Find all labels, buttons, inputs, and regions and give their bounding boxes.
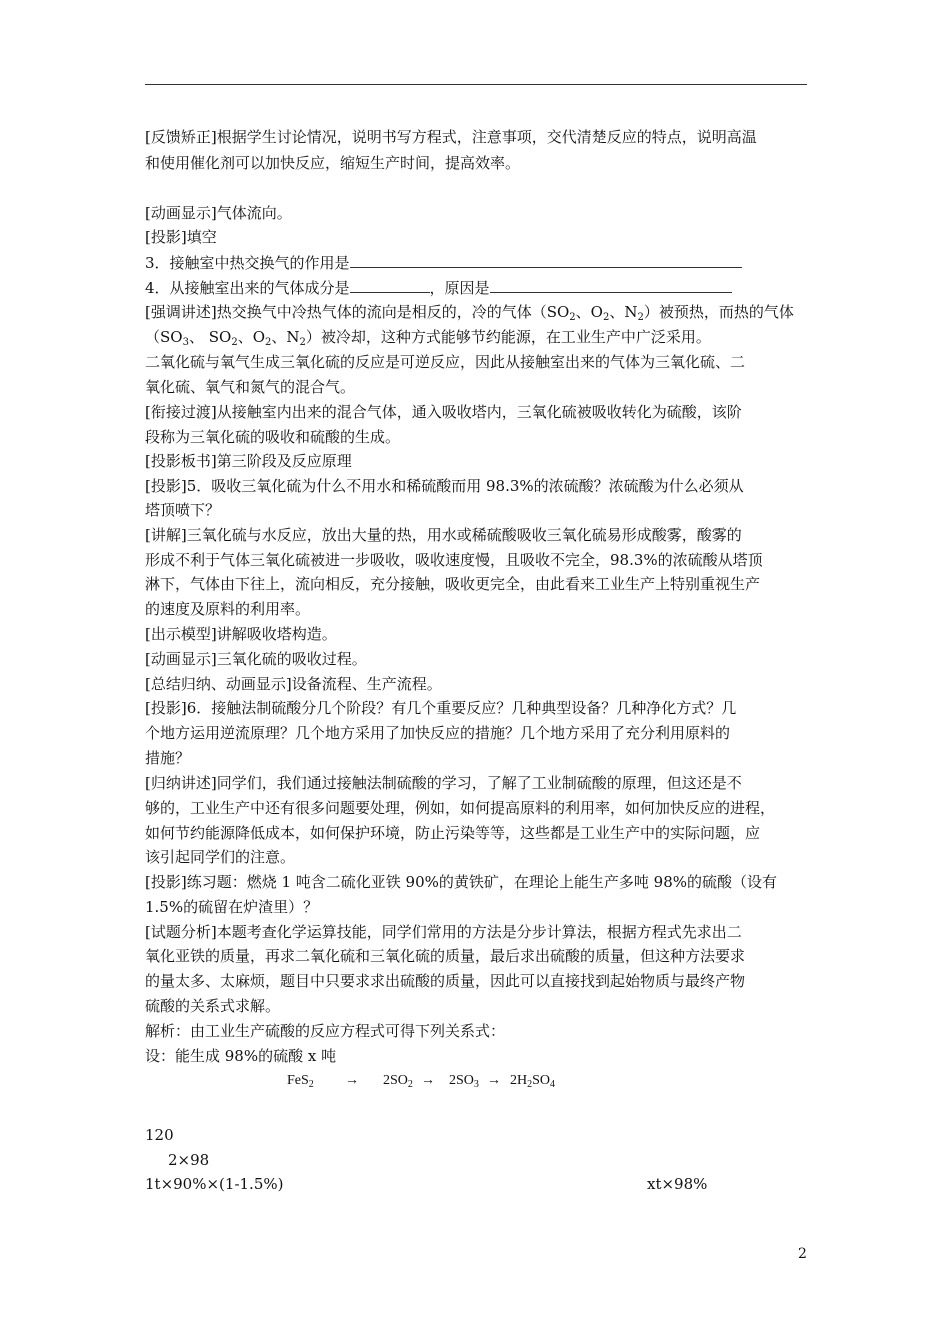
text-line: [动画显示]气体流向。 (145, 204, 292, 222)
text-line: [动画显示]三氧化硫的吸收过程。 (145, 650, 367, 668)
text-line: 二氧化硫与氧气生成三氧化硫的反应是可逆反应，因此从接触室出来的气体为三氧化硫、二 (145, 353, 746, 371)
text-line: [归纳讲述]同学们，我们通过接触法制硫酸的学习，了解了工业制硫酸的原理，但这还是不 (145, 774, 742, 792)
eq-arrow: → (345, 1073, 359, 1088)
text-line: 形成不利于气体三氧化硫被进一步吸收，吸收速度慢，且吸收不完全，98.3%的浓硫酸从塔顶 (145, 551, 763, 569)
text-line: [投影]6．接触法制硫酸分几个阶段？有几个重要反应？几种典型设备？几种净化方式？几 (145, 699, 737, 717)
text-line: 1.5%的硫留在炉渣里）？ (145, 898, 319, 916)
text-line: 氧化硫、氧气和氮气的混合气。 (145, 378, 356, 396)
eq-2so3: $2SO_3$ (449, 1073, 479, 1090)
text-line: [投影]填空 (145, 228, 217, 246)
text-line: [出示模型]讲解吸收塔构造。 (145, 625, 337, 643)
text-line: 硫酸的关系式求解。 (145, 997, 281, 1015)
fill-in-line (145, 278, 732, 298)
text-line: 够的，工业生产中还有很多问题要处理，例如，如何提高原料的利用率，如何加快反应的进程， (145, 799, 776, 817)
text-line: [投影]5．吸收三氧化硫为什么不用水和稀硫酸而用 98.3%的浓硫酸？浓硫酸为什么必须从 (145, 477, 744, 495)
text-span: [强调讲述]热交换气中冷热气体的流向是相反的，冷的气体（ (145, 303, 547, 321)
text-line: 塔顶喷下？ (145, 501, 221, 519)
eq-2so2: $2SO_2$ (383, 1073, 413, 1090)
text-line: 设：能生成 98%的硫酸 x 吨 (145, 1047, 337, 1065)
eq-arrow: → (487, 1073, 501, 1088)
text-span: ）被预热，而热的气体 (643, 303, 794, 321)
header-rule (145, 84, 807, 85)
eq-fes2: FeS$_2$ (287, 1073, 314, 1090)
text-line: [反馈矫正]根据学生讨论情况，说明书写方程式，注意事项，交代清楚反应的特点，说明高温 (145, 128, 757, 146)
text-line: 氧化亚铁的质量，再求二氧化硫和三氧化硫的质量，最后求出硫酸的质量，但这种方法要求 (145, 947, 746, 965)
answer-blank[interactable] (350, 278, 430, 293)
fill-in-line (145, 253, 742, 273)
text-line: 1t×90%×(1-1.5%) (145, 1175, 284, 1193)
text-line: 的量太多、太麻烦，题目中只要求求出硫酸的质量，因此可以直接找到起始物质与最终产物 (145, 972, 746, 990)
question-4-text: 4．从接触室出来的气体成分是 (145, 279, 350, 297)
text-line: 的速度及原料的利用率。 (145, 600, 311, 618)
text-line: [衔接过渡]从接触室内出来的混合气体，通入吸收塔内，三氧化硫被吸收转化为硫酸，该阶 (145, 403, 742, 421)
text-line: 淋下，气体由下往上，流向相反，充分接触，吸收更完全，由此看来工业生产上特别重视生产 (145, 575, 761, 593)
text-line: 解析：由工业生产硫酸的反应方程式可得下列关系式： (145, 1022, 506, 1040)
text-line (145, 302, 794, 322)
page-number: 2 (798, 1246, 807, 1262)
text-line: 个地方运用逆流原理？几个地方采用了加快反应的措施？几个地方采用了充分利用原料的 (145, 724, 731, 742)
formula-gas2: $SO_3$、 $SO_2$、$O_2$、$N_2$ (160, 328, 306, 348)
eq-2h2so4: $2H_2SO_4$ (510, 1073, 556, 1090)
text-span: （ (145, 328, 161, 346)
text-line: [投影板书]第三阶段及反应原理 (145, 452, 352, 470)
text-line: 该引起同学们的注意。 (145, 848, 296, 866)
text-line (145, 327, 711, 347)
question-4-reason: ，原因是 (429, 279, 490, 297)
text-line: 段称为三氧化硫的吸收和硫酸的生成。 (145, 428, 401, 446)
text-line: [投影]练习题：燃烧 1 吨含二硫化亚铁 90%的黄铁矿，在理论上能生产多吨 98%的硫酸（设有 (145, 873, 778, 891)
text-line: [总结归纳、动画显示]设备流程、生产流程。 (145, 675, 442, 693)
answer-blank[interactable] (490, 278, 732, 293)
question-3-text: 3．接触室中热交换气的作用是 (145, 254, 350, 272)
text-line: 和使用催化剂可以加快反应，缩短生产时间，提高效率。 (145, 154, 521, 172)
text-line: [试题分析]本题考查化学运算技能，同学们常用的方法是分步计算法，根据方程式先求出二 (145, 923, 742, 941)
formula-gas1: $SO_2$、$O_2$、$N_2$ (546, 303, 644, 323)
text-line: 120 (145, 1126, 174, 1144)
text-line: 2×98 (168, 1151, 210, 1169)
text-line: 如何节约能源降低成本，如何保护环境，防止污染等等，这些都是工业生产中的实际问题，应 (145, 824, 761, 842)
text-line: [讲解]三氧化硫与水反应，放出大量的热，用水或稀硫酸吸收三氧化硫易形成酸雾，酸雾的 (145, 526, 742, 544)
text-line: xt×98% (647, 1175, 708, 1193)
text-span: ）被冷却，这种方式能够节约能源，在工业生产中广泛采用。 (305, 328, 711, 346)
eq-arrow: → (421, 1073, 435, 1088)
answer-blank[interactable] (350, 253, 742, 268)
text-line: 措施？ (145, 749, 191, 767)
